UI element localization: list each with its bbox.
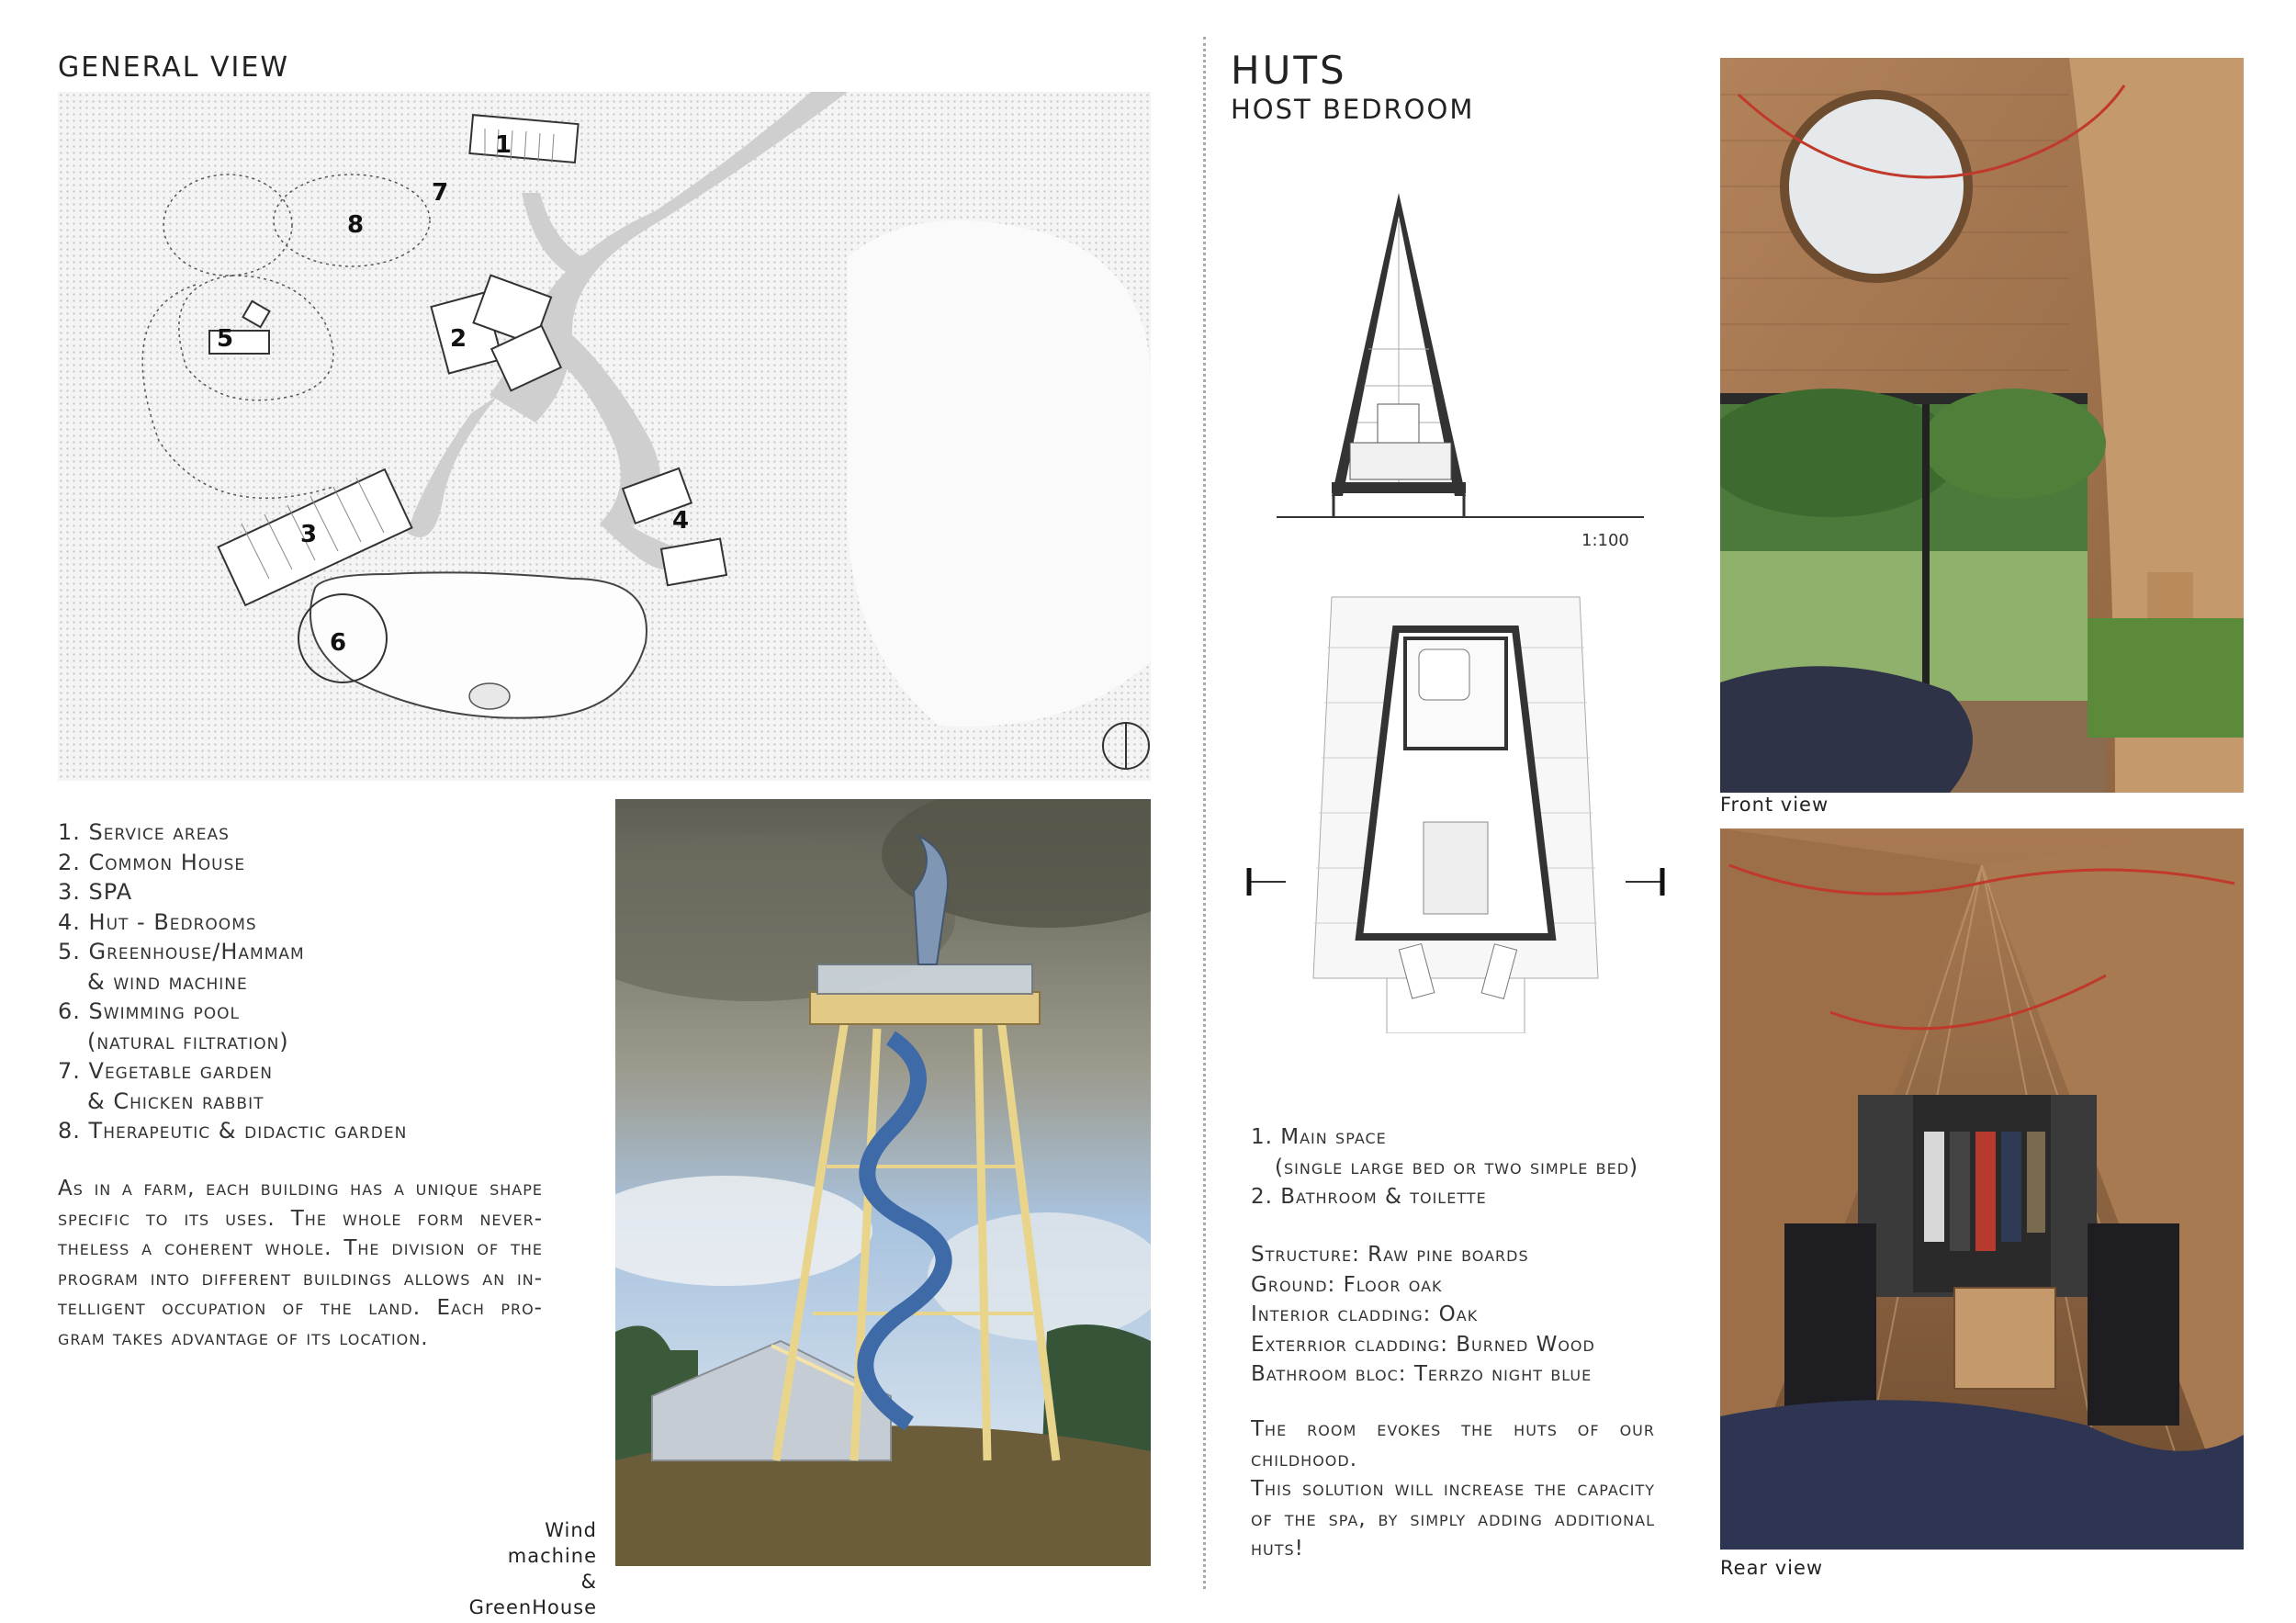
legend-item: 2. Common House: [58, 849, 246, 875]
floor-plan-drawing: [1240, 592, 1671, 1033]
site-plan: [58, 92, 1151, 781]
material-item: Structure: Raw pine boards: [1251, 1243, 1529, 1267]
front-view-render: [1720, 58, 2244, 793]
material-item: Exterrior cladding: Burned Wood: [1251, 1332, 1595, 1357]
section-drawing: [1277, 184, 1644, 551]
plan-number-1: 1: [495, 131, 512, 159]
legend-item: & wind machine: [87, 968, 248, 995]
legend-item: 7. Vegetable garden: [58, 1058, 273, 1084]
rooms-list: [1251, 1122, 1692, 1212]
front-view-image: [1720, 58, 2244, 793]
rear-view-image: [1720, 828, 2244, 1550]
wind-machine-illustration: [615, 799, 1151, 1566]
materials-list: [1251, 1240, 1692, 1390]
legend-item: 8. Therapeutic & didactic garden: [58, 1118, 408, 1144]
legend-item: & Chicken rabbit: [87, 1088, 264, 1114]
material-item: Bathroom bloc: Terrzo night blue: [1251, 1362, 1593, 1386]
front-view-caption: Front view: [1720, 794, 1829, 816]
program-legend: [58, 817, 572, 1146]
plan-number-8: 8: [347, 211, 365, 239]
legend-item: 6. Swimming pool: [58, 998, 240, 1024]
material-item: Ground: Floor oak: [1251, 1272, 1443, 1297]
general-view-title: GENERAL VIEW: [58, 51, 289, 84]
room-item: (single large bed or two simple bed): [1275, 1155, 1638, 1179]
plan-number-6: 6: [330, 629, 347, 657]
legend-item: 1. Service areas: [58, 819, 230, 845]
hut-floor-plan: [1240, 592, 1671, 1033]
scale-label: 1:100: [1581, 531, 1629, 550]
plan-number-2: 2: [450, 325, 467, 353]
legend-item: 5. Greenhouse/Hammam: [58, 939, 305, 964]
wind-machine-caption: Wind machine & GreenHouse: [468, 1519, 597, 1618]
rear-view-caption: Rear view: [1720, 1557, 1824, 1579]
material-item: Interior cladding: Oak: [1251, 1302, 1479, 1326]
wind-machine-drawing: [615, 799, 1151, 1566]
plan-number-7: 7: [432, 179, 449, 207]
legend-item: 3. SPA: [58, 879, 133, 905]
plan-number-3: 3: [300, 521, 318, 548]
plan-number-5: 5: [217, 325, 234, 353]
concept-paragraph: As in a farm, each building has a unique shape specific to its uses. The whole form never- theless a coherent whole. The division of the program into different buildings allows an in- telligent occupation of the land. Each pro- gram takes advantage of its location.: [58, 1177, 543, 1350]
room-item: 1. Main space: [1251, 1125, 1387, 1149]
huts-title: HUTS: [1231, 48, 1347, 93]
legend-item: (natural filtration): [87, 1028, 289, 1054]
rear-view-render: [1720, 828, 2244, 1550]
legend-item: 4. Hut - Bedrooms: [58, 908, 257, 935]
plan-number-4: 4: [672, 507, 690, 535]
host-bedroom-subtitle: HOST BEDROOM: [1231, 94, 1475, 125]
page-divider: [1203, 37, 1206, 1589]
hut-description: The room evokes the huts of our childhood. This solution will increase the capacity of the spa, by simply adding additional huts!: [1251, 1417, 1655, 1561]
site-plan-drawing: [58, 92, 1151, 781]
a-frame-section: [1277, 184, 1644, 551]
room-item: 2. Bathroom & toilette: [1251, 1185, 1487, 1209]
